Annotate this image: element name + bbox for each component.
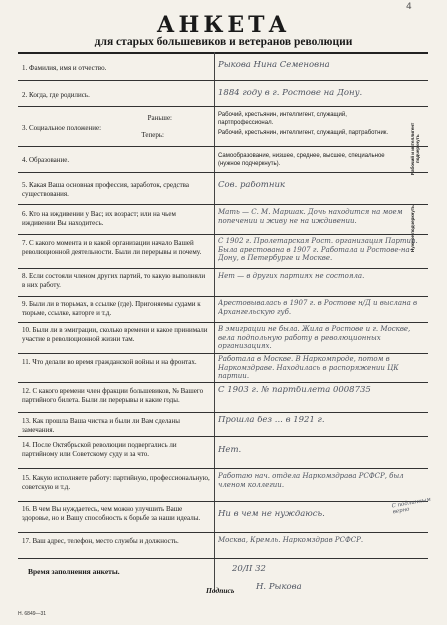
question-14: 14. После Октябрьской революции подвергались ли партийному или Советскому суду и за что. [22, 441, 177, 458]
question-3: 3. Социальное положение: [22, 124, 102, 132]
answer-17: Москва, Кремль. Наркомздрав РСФСР. [218, 536, 364, 544]
row-divider [18, 501, 428, 502]
question-6: 6. Кто на иждивении у Вас; их возраст; или на чьем иждивении Вы находитесь. [22, 210, 176, 227]
answer-14: Нет. [218, 446, 242, 455]
question-1: 1. Фамилия, имя и отчество. [22, 64, 107, 72]
question-17: 17. Ваш адрес, телефон, место службы и должность. [22, 537, 179, 545]
question-10: 10. Были ли в эмиграции, сколько времени и какое принимали участие в революционной жизни там. [22, 326, 208, 343]
answer-9: Арестовывалась в 1907 г. в Ростове н/Д и выслана в Архангельскую губ. [218, 299, 418, 316]
answer-10: В эмиграции не была. Жила в Ростове и г. Москве, вела подпольную работу в революционных организациях. [218, 325, 411, 350]
question-8: 8. Если состояли членом других партий, то какую выполняли в них работу. [22, 272, 206, 289]
question-11: 11. Что делали во время гражданской войны и на фронтах. [22, 358, 197, 366]
row-divider [18, 532, 428, 533]
row-divider [18, 268, 428, 269]
answer-7: С 1902 г. Пролетарская Рост. организация Партии. Была арестована в 1907 г. Работала и Ростове-на-Дону, в Петербурге и Москве. [218, 237, 418, 262]
social-options-before: Рабочий, крестьянин, интеллигент, служащий, партпрофессионал. [218, 112, 347, 126]
row-divider [18, 382, 428, 383]
form-title: АНКЕТА [156, 12, 291, 38]
question-7: 7. С какого момента и в какой организации начало Вашей революционной деятельности. Были ли перерывы и почему. [22, 239, 202, 256]
answer-15: Работаю нач. отдела Наркомздрава РСФСР, был членом коллегии. [218, 472, 404, 489]
question-2: 2. Когда, где родились. [22, 91, 90, 99]
question-4: 4. Образование. [22, 156, 70, 164]
social-options-now: Рабочий, крестьянин, интеллигент, служащий, партработник. [218, 130, 389, 136]
divider [18, 52, 428, 54]
education-options: Самообразование, низшее, среднее, высшее, специальное (нужное подчеркнуть). [218, 153, 385, 167]
question-3-now: Теперь: [141, 131, 164, 139]
question-15: 15. Какую исполняете работу: партийную, профессиональную, советскую и т.д. [22, 474, 210, 491]
question-13: 13. Как прошла Ваша чистка и были ли Вам сделаны замечания. [22, 417, 180, 434]
answer-12: С 1903 г. № партбилета 0008735 [218, 386, 371, 395]
row-divider [18, 322, 428, 323]
answer-13: Прошла без ... в 1921 г. [218, 416, 325, 425]
answer-5: Сов. работник [218, 181, 285, 190]
row-divider [18, 234, 428, 235]
answer-16: Ни в чем не нуждаюсь. [218, 510, 325, 519]
question-12: 12. С какого времени член фракции большевиков, № Вашего партийного билета. Были ли перерывы и какие годы. [22, 387, 204, 404]
row-divider [18, 172, 428, 173]
signature-value: Н. Рыкова [256, 582, 302, 592]
answer-2: 1884 году в г. Ростове на Дону. [218, 89, 363, 98]
row-divider [18, 80, 428, 81]
row-divider [18, 204, 428, 205]
question-16: 16. В чем Вы нуждаетесь, чем можно улучшить Ваше здоровье, но и Вашу способность к борьбе за наши идеалы. [22, 505, 201, 522]
fill-time-value: 20/II 32 [232, 564, 266, 574]
answer-11: Работала в Москве. В Наркомпроде, потом в Наркомздраве. Находилась в распоряжении ЦК партии. [218, 355, 399, 380]
form-subtitle: для старых большевиков и ветеранов революции [94, 36, 353, 48]
row-divider [18, 353, 428, 354]
page-number: 4 [406, 2, 412, 12]
margin-note: С подлинным верно [391, 496, 432, 516]
signature-label: Подпись [206, 586, 235, 595]
row-divider [18, 436, 428, 437]
question-3-before: Раньше: [147, 114, 172, 122]
side-note-social: Рабочий и интеллигент подчеркнуть [410, 122, 420, 176]
row-divider [18, 146, 428, 147]
side-note-dependents: Нужное подчеркнуть [410, 205, 415, 253]
question-5: 5. Какая Ваша основная профессия, заработок, средства существования. [22, 181, 189, 198]
fill-time-label: Время заполнения анкеты. [28, 567, 120, 576]
answer-6: Мать — С. М. Маршак. Дочь находится на моем попечении и живу не на иждивении. [218, 208, 403, 225]
row-divider [18, 296, 428, 297]
footer-code: Н. 6849—31 [18, 611, 47, 617]
row-divider [18, 468, 428, 469]
question-9: 9. Были ли в тюрьмах, в ссылке (где). Пригоняемы судами к тюрьме, ссылке, каторге и т.д. [22, 300, 201, 317]
row-divider [18, 558, 428, 559]
answer-8: Нет — в других партиях не состояла. [218, 272, 365, 280]
row-divider [18, 412, 428, 413]
row-divider [18, 106, 428, 107]
answer-1: Рыкова Нина Семеновна [218, 61, 330, 70]
